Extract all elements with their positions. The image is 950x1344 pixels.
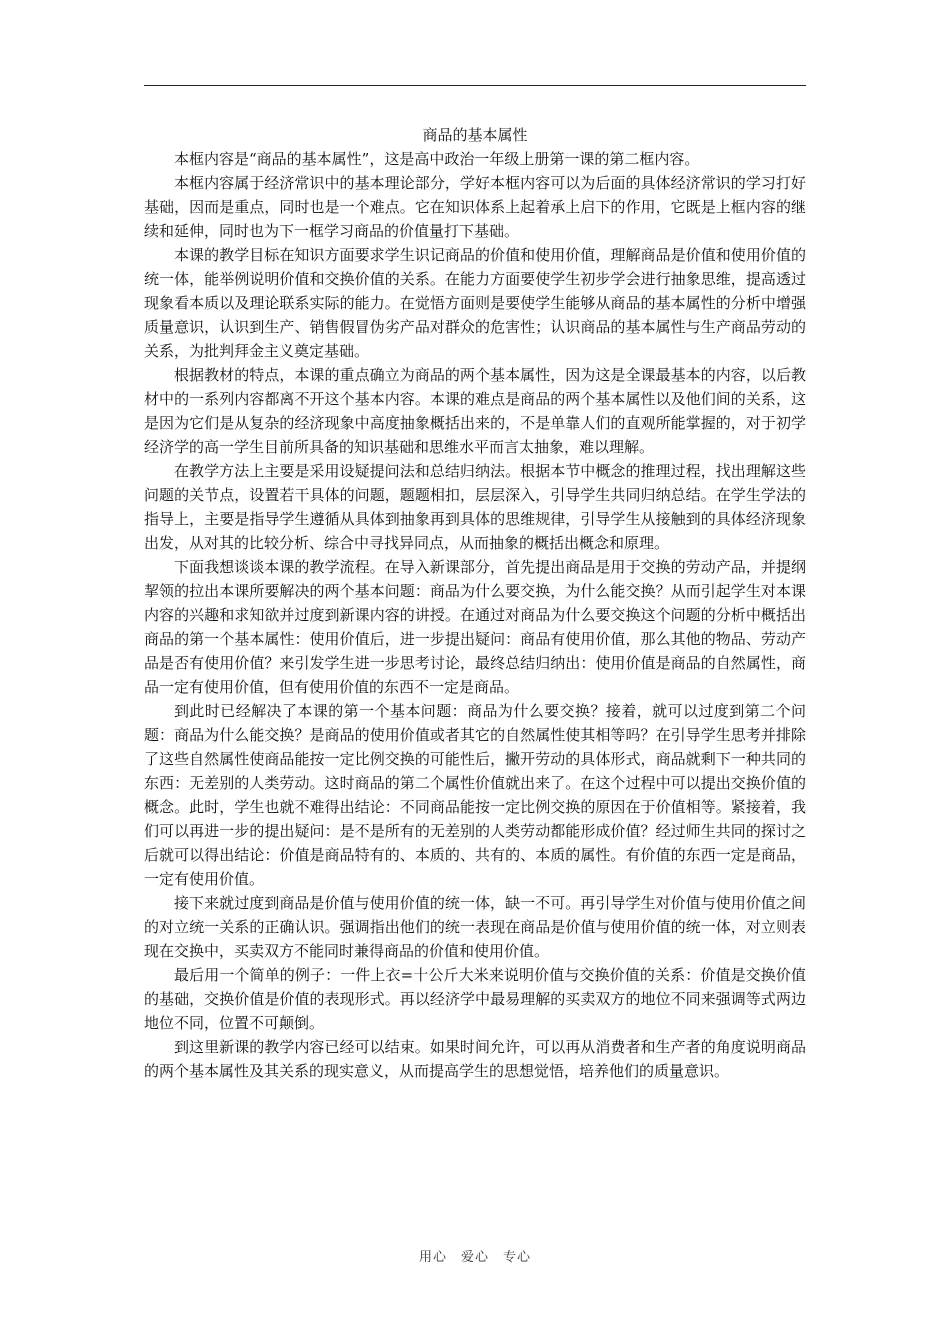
paragraph-unity: 接下来就过度到商品是价值与使用价值的统一体，缺一不可。再引导学生对价值与使用价值之间的对立统一关系的正确认识。强调指出他们的统一表现在商品是价值与使用价值的统一体，对立则表现在交换中，买卖双方不能同时兼得商品的价值和使用价值。 xyxy=(144,894,806,960)
paragraph-teaching-methods: 在教学方法上主要是采用设疑提问法和总结归纳法。根据本节中概念的推理过程，找出理解这些问题的关节点，设置若干具体的问题，题题相扣，层层深入，引导学生共同归纳总结。在学生学法的指导上，主要是指导学生遵循从具体到抽象再到具体的思维规律，引导学生从接触到的具体经济现象出发，从对其的比较分析、综合中寻找异同点，从而抽象的概括出概念和原理。 xyxy=(144,462,806,552)
page-footer: 用心 爱心 专心 xyxy=(418,1250,531,1265)
header-rule xyxy=(144,85,806,86)
document-title: 商品的基本属性 xyxy=(422,126,528,144)
paragraph-intro: 本框内容是“商品的基本属性”，这是高中政治一年级上册第一课的第二框内容。 xyxy=(174,150,700,168)
paragraph-teaching-goals: 本课的教学目标在知识方面要求学生识记商品的价值和使用价值，理解商品是价值和使用价值的统一体，能举例说明价值和交换价值的关系。在能力方面要使学生初步学会进行抽象思维，提高透过现象看本质以及理论联系实际的能力。在觉悟方面则是要使学生能够从商品的基本属性的分析中增强质量意识，认识到生产、销售假冒伪劣产品对群众的危害性；认识商品的基本属性与生产商品劳动的关系，为批判拜金主义奠定基础。 xyxy=(144,246,806,360)
document-body xyxy=(144,123,806,1083)
paragraph-content-position: 本框内容属于经济常识中的基本理论部分，学好本框内容可以为后面的具体经济常识的学习打好基础，因而是重点，同时也是一个难点。它在知识体系上起着承上启下的作用，它既是上框内容的继续和延伸，同时也为下一框学习商品的价值量打下基础。 xyxy=(144,174,806,240)
paragraph-teaching-flow: 下面我想谈谈本课的教学流程。在导入新课部分，首先提出商品是用于交换的劳动产品，并提纲挈领的拉出本课所要解决的两个基本问题：商品为什么要交换，为什么能交换？从而引起学生对本课内容的兴趣和求知欲并过度到新课内容的讲授。在通过对商品为什么要交换这个问题的分析中概括出商品的第一个基本属性：使用价值后，进一步提出疑问：商品有使用价值，那么其他的物品、劳动产品是否有使用价值？来引发学生进一步思考讨论，最终总结归纳出：使用价值是商品的自然属性，商品一定有使用价值，但有使用价值的东西不一定是商品。 xyxy=(144,558,806,696)
paragraph-second-question: 到此时已经解决了本课的第一个基本问题：商品为什么要交换？接着，就可以过度到第二个问题：商品为什么能交换？是商品的使用价值或者其它的自然属性使其相等吗？在引导学生思考并排除了这些自然属性使商品能按一定比例交换的可能性后，撇开劳动的具体形式，商品就剩下一种共同的东西：无差别的人类劳动。这时商品的第二个属性价值就出来了。在这个过程中可以提出交换价值的概念。此时，学生也就不难得出结论：不同商品能按一定比例交换的原因在于价值相等。紧接着，我们可以再进一步的提出疑问：是不是所有的无差别的人类劳动都能形成价值？经过师生共同的探讨之后就可以得出结论：价值是商品特有的、本质的、共有的、本质的属性。有价值的东西一定是商品，一定有使用价值。 xyxy=(144,702,806,888)
paragraph-conclusion: 到这里新课的教学内容已经可以结束。如果时间允许，可以再从消费者和生产者的角度说明商品的两个基本属性及其关系的现实意义，从而提高学生的思想觉悟，培养他们的质量意识。 xyxy=(144,1038,806,1080)
paragraph-example: 最后用一个简单的例子：一件上衣=十公斤大米来说明价值与交换价值的关系：价值是交换价值的基础，交换价值是价值的表现形式。再以经济学中最易理解的买卖双方的地位不同来强调等式两边地位不同，位置不可颠倒。 xyxy=(144,966,806,1032)
paragraph-key-points: 根据教材的特点，本课的重点确立为商品的两个基本属性，因为这是全课最基本的内容，以后教材中的一系列内容都离不开这个基本内容。本课的难点是商品的两个基本属性以及他们间的关系，这是因为它们是从复杂的经济现象中高度抽象概括出来的，不是单靠人们的直观所能掌握的，对于初学经济学的高一学生目前所具备的知识基础和思维水平而言太抽象，难以理解。 xyxy=(144,366,806,456)
